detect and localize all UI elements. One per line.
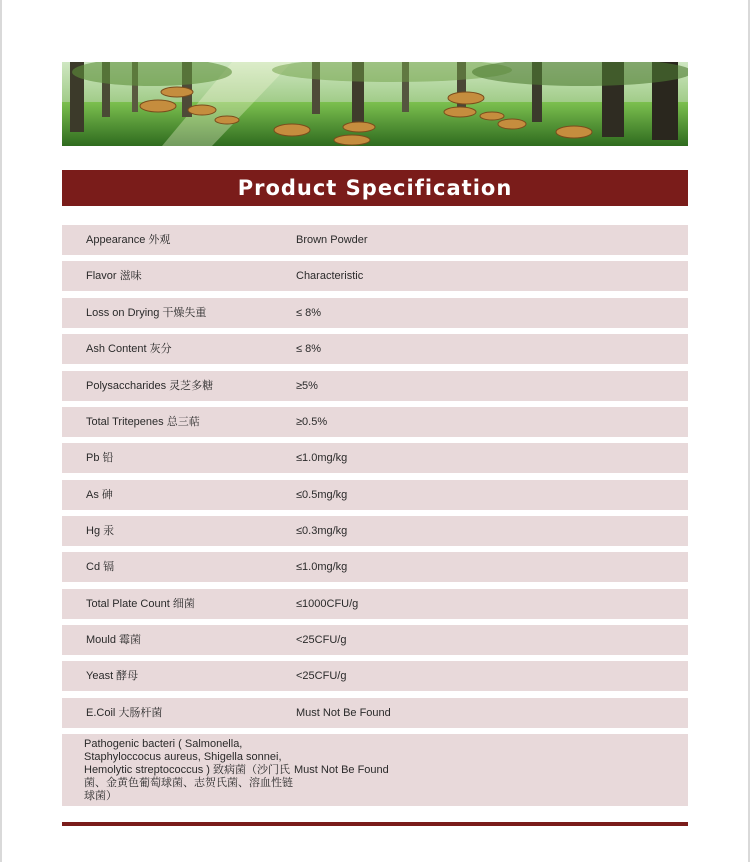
row-value: ≤1.0mg/kg [296, 561, 348, 573]
row-value: Must Not Be Found [294, 764, 389, 776]
row-value: Brown Powder [296, 234, 368, 246]
row-label: Polysaccharides 灵芝多糖 [86, 379, 214, 392]
row-label: Appearance 外观 [86, 233, 171, 246]
table-row [62, 589, 688, 619]
row-label: E.Coil 大肠杆菌 [86, 706, 163, 719]
row-label: Hg 汞 [86, 524, 115, 537]
row-label: Yeast 酵母 [86, 669, 139, 682]
row-label: Loss on Drying 干燥失重 [86, 306, 207, 319]
row-value: ≥0.5% [296, 416, 328, 428]
row-value: ≥5% [296, 380, 318, 392]
row-value: Must Not Be Found [296, 707, 391, 719]
row-value: ≤1000CFU/g [296, 598, 359, 610]
row-label: Flavor 滋味 [86, 269, 142, 282]
row-label: Cd 镉 [86, 560, 115, 573]
row-value: <25CFU/g [296, 634, 347, 646]
table-row [62, 443, 688, 473]
page-border-left [0, 0, 2, 862]
row-label: Mould 霉菌 [86, 633, 142, 646]
table-row [62, 334, 688, 364]
row-value: ≤ 8% [296, 307, 321, 319]
forest-mushroom-banner-image [62, 62, 688, 146]
row-value: ≤ 8% [296, 343, 321, 355]
row-value: <25CFU/g [296, 670, 347, 682]
table-row [62, 261, 688, 291]
page-title: Product Specification [237, 176, 513, 200]
bottom-divider [62, 822, 688, 826]
table-row [62, 298, 688, 328]
table-row [62, 552, 688, 582]
row-label: Pb 铅 [86, 451, 114, 464]
row-label: Total Plate Count 细菌 [86, 597, 195, 610]
row-value: ≤0.5mg/kg [296, 489, 348, 501]
row-value: ≤0.3mg/kg [296, 525, 348, 537]
row-label: Ash Content 灰分 [86, 342, 172, 355]
row-label: Pathogenic bacteri ( Salmonella, Staphyloccocus aureus, Shigella sonnei, Hemolytic streptococcus ) 致病菌（沙门氏菌、金黄色葡萄球菌、志贺氏菌、溶血性链球菌） [84, 737, 293, 802]
section-title-bar [62, 170, 688, 206]
table-row [62, 625, 688, 655]
table-row [62, 225, 688, 255]
table-row [62, 661, 688, 691]
row-value: Characteristic [296, 270, 364, 282]
row-label: Total Tritepenes 总三萜 [86, 415, 200, 428]
row-label: As 砷 [86, 488, 113, 501]
table-row [62, 698, 688, 728]
row-value: ≤1.0mg/kg [296, 452, 348, 464]
table-row [62, 371, 688, 401]
table-row [62, 734, 688, 806]
table-row [62, 516, 688, 546]
table-row [62, 480, 688, 510]
table-row [62, 407, 688, 437]
